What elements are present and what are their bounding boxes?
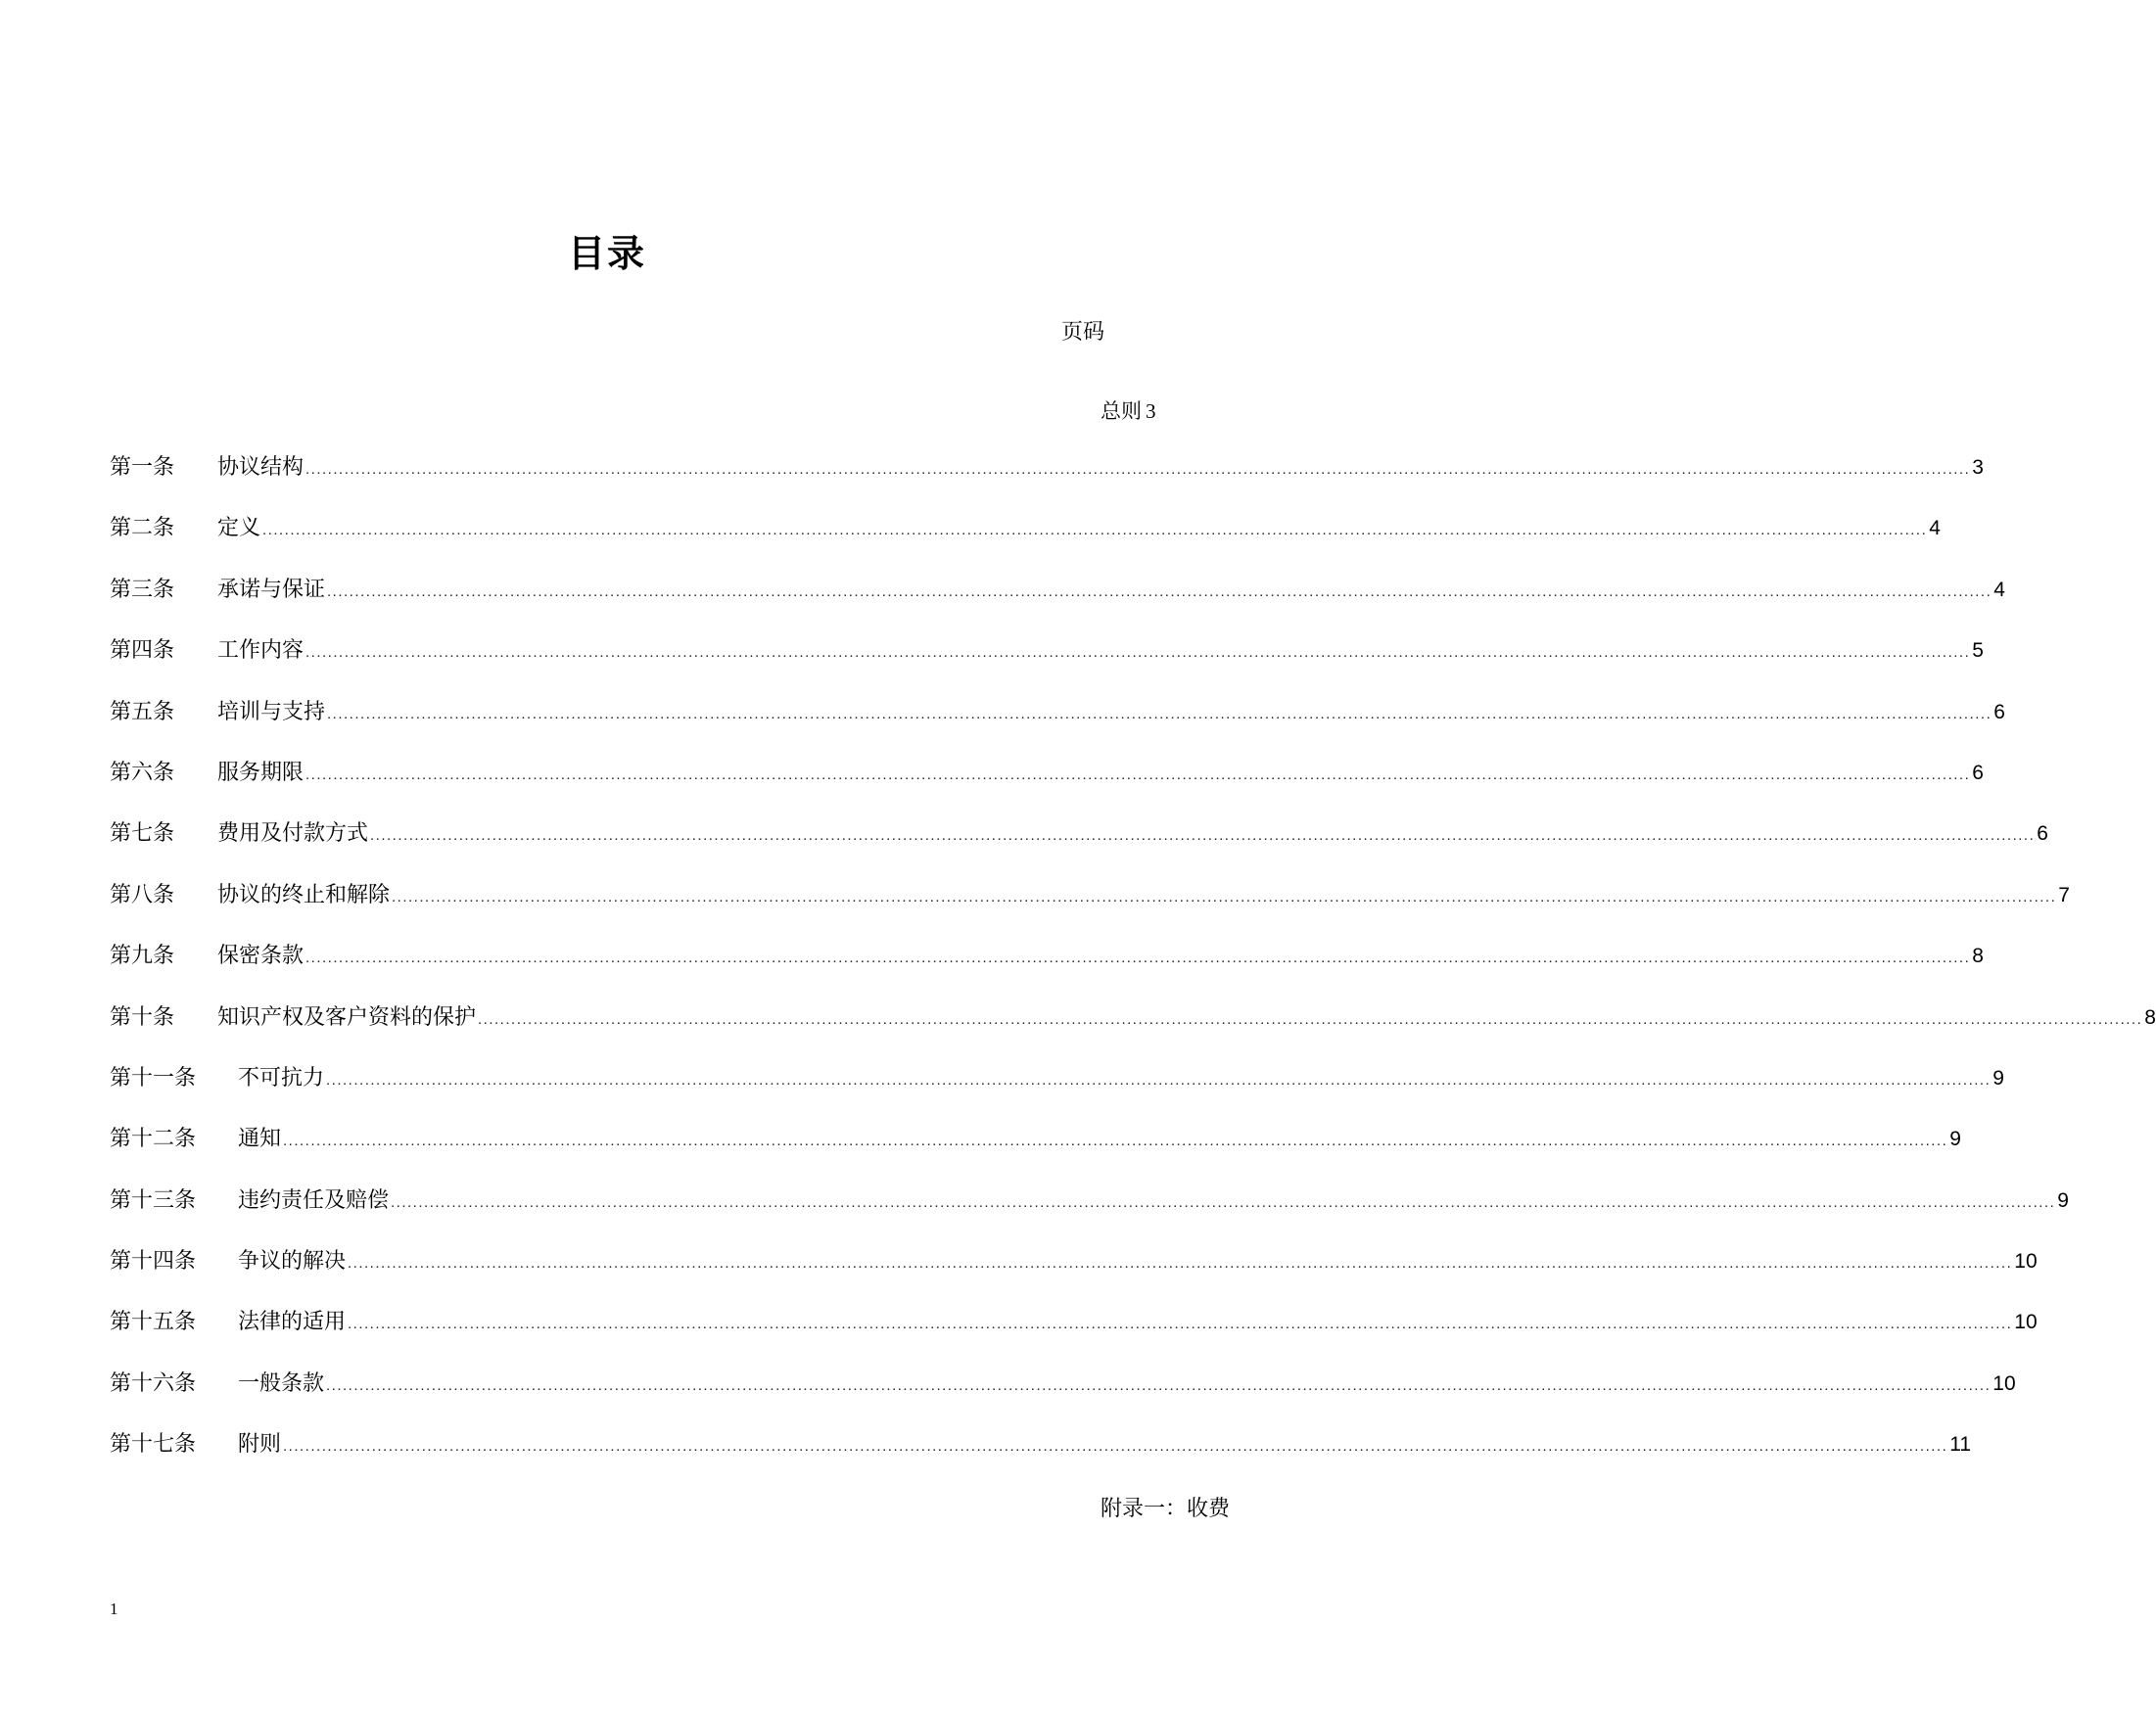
section-page: 3 (1146, 399, 1156, 423)
toc-entry-page: 8 (2144, 1005, 2156, 1029)
toc-entry-page: 7 (2058, 883, 2070, 906)
toc-entry[interactable] (110, 695, 2005, 756)
toc-entry-label: 协议的终止和解除 (217, 882, 391, 907)
toc-entry-page: 11 (1949, 1433, 1972, 1457)
toc-entry-label: 争议的解决 (238, 1249, 347, 1275)
toc-entry-label: 培训与支持 (217, 699, 326, 724)
toc-entry-label: 附则 (238, 1432, 282, 1458)
toc-leader-dots: ............................................................................................................................................................................................................................................................................................................ (348, 1316, 2013, 1333)
toc-leader-dots: ............................................................................................................................................................................................................................................................................................................ (305, 644, 1971, 662)
toc-entry-label: 费用及付款方式 (217, 821, 369, 847)
toc-entry-number: 第十三条 (110, 1187, 197, 1213)
toc-entry-page: 4 (1929, 517, 1941, 540)
toc-entry-number: 第三条 (110, 577, 175, 602)
toc-entry-number: 第十七条 (110, 1432, 197, 1458)
toc-entry-number: 第一条 (110, 455, 175, 480)
toc-entry[interactable] (110, 1183, 2069, 1244)
toc-entry-number: 第十六条 (110, 1370, 197, 1396)
toc-leader-dots: ............................................................................................................................................................................................................................................................................................................ (391, 1193, 2056, 1211)
toc-entry-page: 10 (1992, 1371, 2016, 1395)
toc-leader-dots: ............................................................................................................................................................................................................................................................................................................ (305, 461, 1971, 478)
toc-leader-dots: ............................................................................................................................................................................................................................................................................................................ (283, 1133, 1948, 1150)
toc-leader-dots: ............................................................................................................................................................................................................................................................................................................ (262, 522, 1928, 539)
toc-entry[interactable] (110, 816, 2048, 877)
toc-entry[interactable] (110, 633, 1984, 694)
toc-entry-label: 保密条款 (217, 944, 305, 969)
toc-entry-number: 第九条 (110, 944, 175, 969)
toc-entry[interactable] (110, 1244, 2038, 1305)
toc-entry-label: 知识产权及客户资料的保护 (217, 1004, 477, 1030)
toc-entry-page: 8 (1972, 945, 1984, 968)
toc-entry-number: 第十五条 (110, 1310, 197, 1335)
toc-entry-label: 承诺与保证 (217, 577, 326, 602)
toc-leader-dots: ............................................................................................................................................................................................................................................................................................................ (348, 1255, 2013, 1273)
toc-entry[interactable] (110, 511, 1941, 572)
toc-entry[interactable] (110, 939, 1984, 999)
toc-leader-dots: ............................................................................................................................................................................................................................................................................................................ (392, 888, 2057, 905)
toc-entry-label: 通知 (238, 1127, 282, 1152)
toc-entry-page: 4 (1993, 578, 2005, 601)
toc-appendix-entry[interactable]: 附录一：收费 (1101, 1497, 1231, 1521)
toc-entry-number: 第十二条 (110, 1127, 197, 1152)
toc-entry-label: 定义 (217, 516, 261, 541)
toc-entry-page: 9 (1992, 1066, 2004, 1090)
toc-entry-page: 6 (2037, 822, 2048, 846)
toc-entry-page: 3 (1972, 456, 1984, 479)
toc-list (110, 450, 2156, 1489)
toc-entry-number: 第六条 (110, 760, 175, 785)
toc-entry-label: 一般条款 (238, 1370, 325, 1396)
toc-entry[interactable] (110, 450, 1984, 511)
toc-entry-number: 第十四条 (110, 1249, 197, 1275)
toc-leader-dots: ............................................................................................................................................................................................................................................................................................................ (370, 827, 2036, 845)
toc-entry-number: 第二条 (110, 516, 175, 541)
page-column-header: 页码 (1060, 320, 1104, 345)
toc-leader-dots: ............................................................................................................................................................................................................................................................................................................ (478, 1010, 2143, 1028)
toc-entry-number: 第四条 (110, 638, 175, 664)
section-label: 总则 (1101, 399, 1142, 423)
toc-entry-label: 服务期限 (217, 760, 305, 785)
toc-leader-dots: ............................................................................................................................................................................................................................................................................................................ (283, 1438, 1948, 1456)
footer-page-number: 1 (110, 1600, 118, 1618)
toc-entry-page: 10 (2014, 1250, 2038, 1274)
toc-entry-label: 不可抗力 (238, 1065, 325, 1091)
toc-leader-dots: ............................................................................................................................................................................................................................................................................................................ (326, 1376, 1992, 1394)
toc-entry[interactable] (110, 1122, 1961, 1183)
toc-entry-page: 10 (2014, 1311, 2038, 1334)
toc-leader-dots: ............................................................................................................................................................................................................................................................................................................ (327, 705, 1992, 722)
toc-entry-label: 违约责任及赔偿 (238, 1187, 390, 1213)
toc-entry[interactable] (110, 878, 2070, 939)
toc-entry[interactable] (110, 756, 1984, 816)
toc-entry-number: 第八条 (110, 882, 175, 907)
toc-leader-dots: ............................................................................................................................................................................................................................................................................................................ (326, 1071, 1992, 1089)
toc-section-general[interactable] (1101, 395, 1156, 425)
toc-entry[interactable] (110, 1061, 2004, 1122)
toc-entry-page: 6 (1972, 761, 1984, 784)
toc-leader-dots: ............................................................................................................................................................................................................................................................................................................ (305, 950, 1971, 967)
toc-entry-number: 第五条 (110, 699, 175, 724)
toc-entry[interactable] (110, 1367, 2016, 1427)
toc-leader-dots: ............................................................................................................................................................................................................................................................................................................ (327, 582, 1992, 600)
toc-entry-label: 工作内容 (217, 638, 305, 664)
toc-title: 目录 (567, 232, 646, 275)
toc-entry[interactable] (110, 573, 2005, 633)
toc-entry-page: 6 (1993, 700, 2005, 723)
toc-entry-number: 第十条 (110, 1004, 175, 1030)
toc-entry[interactable] (110, 1000, 2156, 1061)
toc-entry-number: 第十一条 (110, 1065, 197, 1091)
toc-entry[interactable] (110, 1427, 1972, 1488)
toc-leader-dots: ............................................................................................................................................................................................................................................................................................................ (305, 766, 1971, 783)
toc-entry-number: 第七条 (110, 821, 175, 847)
toc-entry-label: 协议结构 (217, 455, 305, 480)
toc-entry-page: 5 (1972, 639, 1984, 663)
toc-entry-label: 法律的适用 (238, 1310, 347, 1335)
toc-entry-page: 9 (2057, 1188, 2069, 1212)
toc-entry[interactable] (110, 1305, 2038, 1366)
toc-entry-page: 9 (1949, 1128, 1961, 1151)
